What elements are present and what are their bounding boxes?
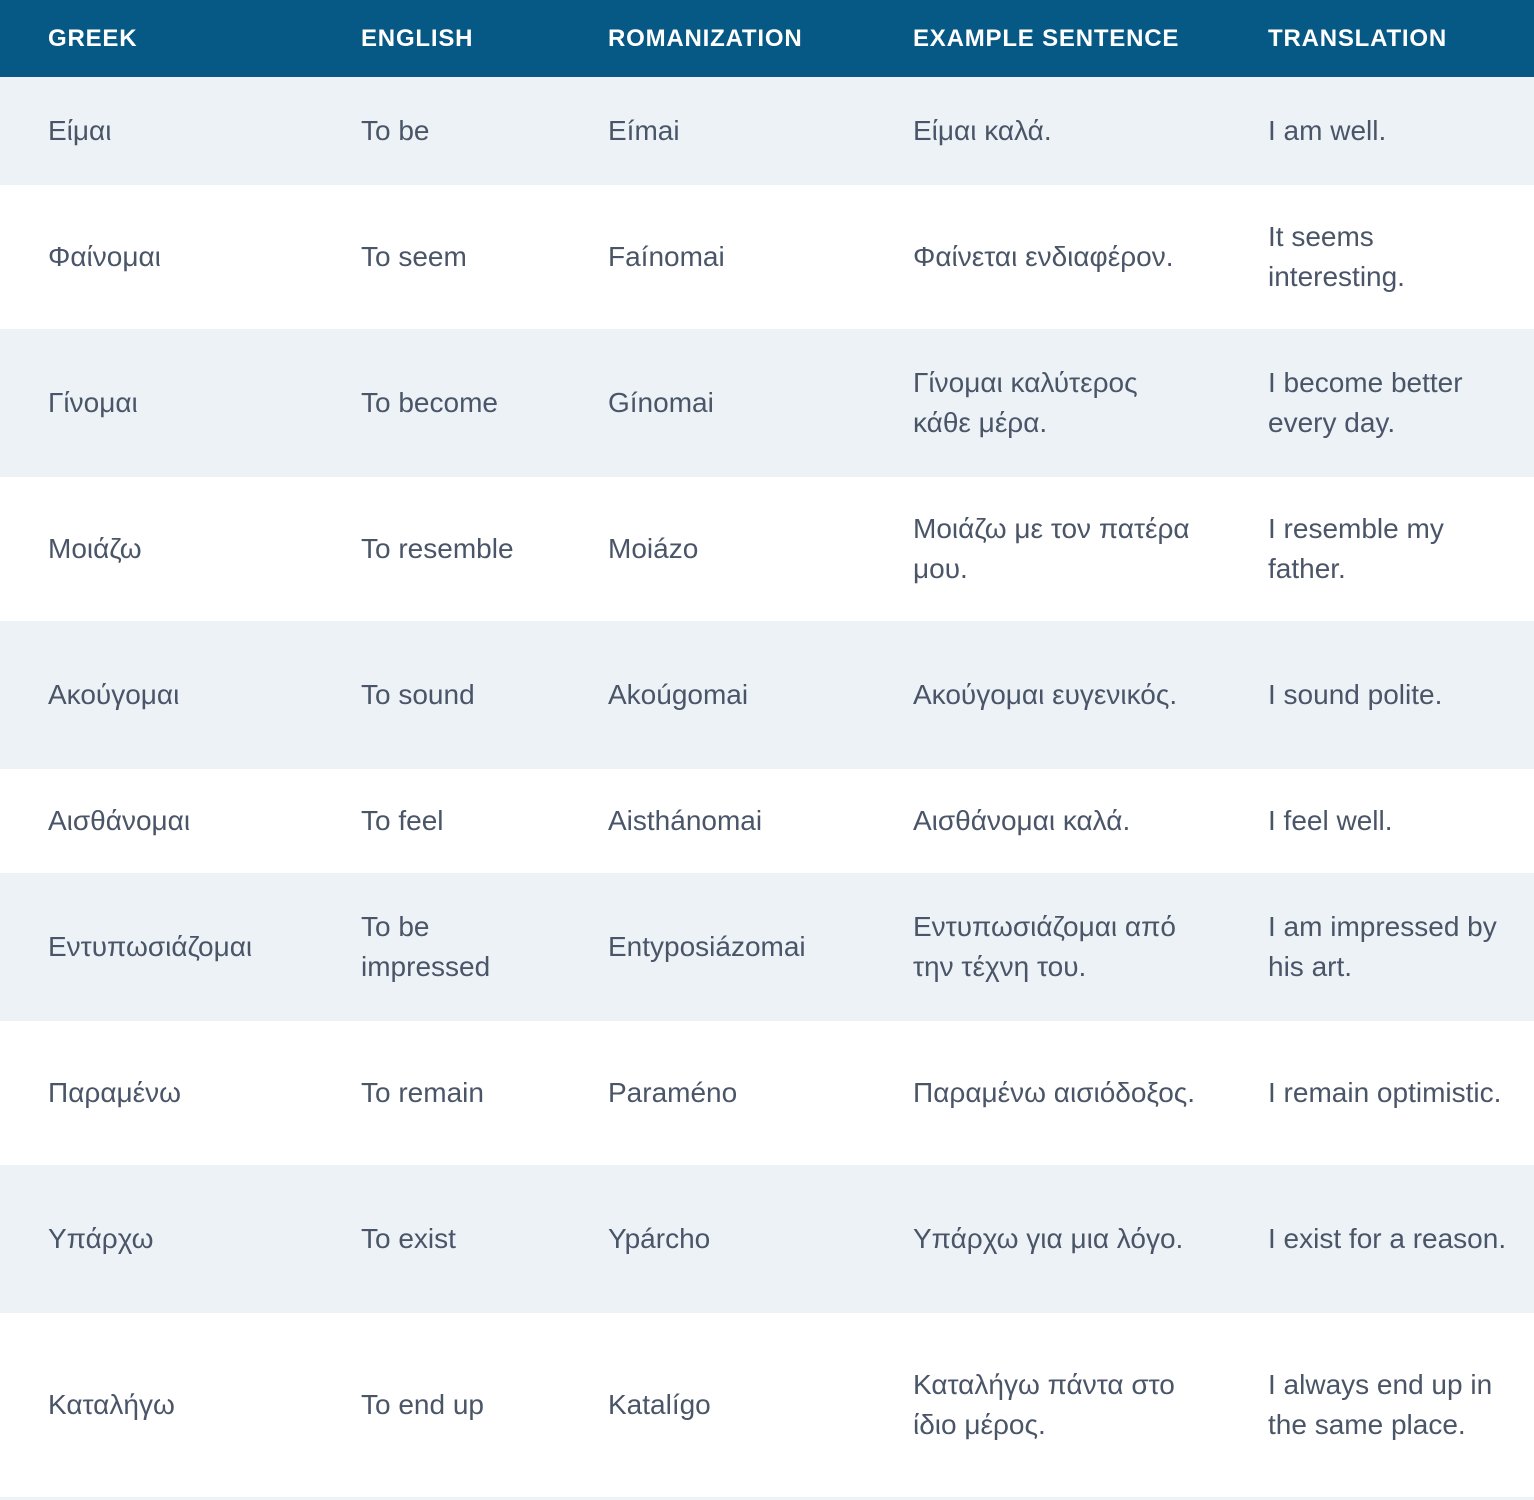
table-row [0,769,1534,873]
cell-english: To be impressed [361,911,491,982]
table-row [0,1021,1534,1165]
cell-english: To remain [361,1077,484,1108]
cell-english: To resemble [361,533,514,564]
cell-translation: I feel well. [1268,805,1393,836]
table-row [0,185,1534,329]
table-row [0,477,1534,621]
cell-translation: I exist for a reason. [1268,1223,1507,1254]
cell-translation: It seems interesting. [1268,221,1405,292]
cell-greek: Καταλήγω [48,1389,175,1420]
cell-example-sentence: Καταλήγω πάντα στο ίδιο μέρος. [913,1369,1175,1440]
table-row [0,1165,1534,1313]
column-header-greek: GREEK [48,24,138,52]
cell-greek: Μοιάζω [48,533,142,564]
table-row [0,621,1534,769]
cell-example-sentence: Γίνομαι καλύτερος κάθε μέρα. [913,367,1138,438]
cell-translation: I sound polite. [1268,679,1443,710]
cell-greek: Είμαι [48,115,112,146]
cell-translation: I always end up in the same place. [1268,1369,1493,1440]
cell-greek: Ακούγομαι [48,679,180,710]
cell-romanization: Aisthánomai [608,805,763,836]
column-header-english: ENGLISH [361,24,474,52]
cell-english: To become [361,387,498,418]
cell-greek: Εντυπωσιάζομαι [48,931,253,962]
column-header-romanization: ROMANIZATION [608,24,803,52]
cell-greek: Γίνομαι [48,387,138,418]
cell-translation: I become better every day. [1268,367,1463,438]
cell-romanization: Akoúgomai [608,679,749,710]
cell-translation: I am impressed by his art. [1268,911,1497,982]
cell-greek: Αισθάνομαι [48,805,191,836]
cell-example-sentence: Παραμένω αισιόδοξος. [913,1077,1196,1108]
cell-example-sentence: Εντυπωσιάζομαι από την τέχνη του. [913,911,1176,982]
column-header-example-sentence: EXAMPLE SENTENCE [913,24,1180,52]
cell-translation: I resemble my father. [1268,513,1444,584]
cell-greek: Υπάρχω [48,1223,154,1254]
cell-translation: I remain optimistic. [1268,1077,1502,1108]
cell-romanization: Paraméno [608,1077,738,1108]
cell-romanization: Moiázo [608,533,699,564]
header-row [0,0,1534,77]
cell-romanization: Eímai [608,115,680,146]
table-row [0,329,1534,477]
table-header [0,0,1534,77]
table-body [0,77,1534,1497]
cell-greek: Παραμένω [48,1077,181,1108]
cell-english: To end up [361,1389,484,1420]
cell-example-sentence: Είμαι καλά. [913,115,1052,146]
cell-english: To sound [361,679,475,710]
cell-example-sentence: Φαίνεται ενδιαφέρον. [913,241,1174,272]
cell-romanization: Katalígo [608,1389,711,1420]
cell-english: To seem [361,241,467,272]
cell-example-sentence: Ακούγομαι ευγενικός. [913,679,1178,710]
cell-romanization: Gínomai [608,387,714,418]
table-row [0,77,1534,185]
cell-romanization: Ypárcho [608,1223,711,1254]
cell-example-sentence: Υπάρχω για μια λόγο. [913,1223,1184,1254]
column-header-translation: TRANSLATION [1268,24,1448,52]
table-row [0,1313,1534,1497]
cell-english: To exist [361,1223,456,1254]
cell-greek: Φαίνομαι [48,241,161,272]
cell-english: To feel [361,805,444,836]
cell-romanization: Entyposiázomai [608,931,806,962]
table-row [0,873,1534,1021]
cell-romanization: Faínomai [608,241,725,272]
cell-english: To be [361,115,430,146]
cell-example-sentence: Μοιάζω με τον πατέρα μου. [913,513,1190,584]
cell-example-sentence: Αισθάνομαι καλά. [913,805,1131,836]
cell-translation: I am well. [1268,115,1387,146]
